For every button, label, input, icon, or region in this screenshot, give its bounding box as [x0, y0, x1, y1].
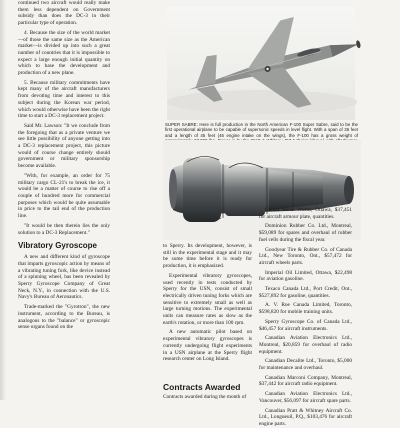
contract-item: Canadian Aviation Electronics Ltd., Vancouver, $56,097 for aircraft spare parts.	[259, 391, 352, 404]
contract-item: Canadian Marconi Company, Montreal, $37,442 for aircraft radio equipment.	[259, 374, 352, 388]
contract-item: A. V. Roe Canada Limited, Toronto, $598,820 for mobile training units.	[259, 302, 352, 316]
photo-caption: SUPER SABRE: Here is full production in the North American F-100 Super Sabre, said to be the first operational airplane to be capable of supersonic speeds in level flight. With a span of 36 feet and a length of 45 feet (46 engine intake on the wings), the F-100 has a gross weight of	[165, 122, 358, 138]
paragraph: continued two aircraft would really make them less dependent on Government subsidy than does the DC-3 in their particular type of operation.	[18, 0, 110, 27]
paragraph: "With, for example, an order for 75 military cargo CL-21's to break the ice, it would be a matter of course to rise off a couple of hundred more for commercial purposes which would be quite assumable in price to the tail end of the production line.	[18, 172, 110, 220]
contract-item: Imperial Oil Limited, Ottawa, $22,498 for aviation gasoline.	[259, 269, 352, 283]
paragraph: 4. Because the size of the world market—of those the same size as the American market—is divided up into such a great number of countries that it is impossible to expect a large enough initial quantity on which to base the development and production of a new plane.	[18, 29, 110, 77]
contract-item: Dominion Rubber Co. Ltd., Montreal, $59,089 for spares and overhaul of rubber fuel cells during the fiscal year.	[259, 223, 352, 243]
contract-item: Canadian Decalite Ltd., Toronto, $5,000 for maintenance and overhaul.	[259, 358, 352, 372]
contracts-list-column	[259, 207, 352, 427]
contract-item: Texaco Canada Ltd., Port Credit, Ont., $527,892 for gasoline, quantities.	[259, 286, 352, 299]
paragraph: A new automatic pilot based on experimental vibratory gyroscopes is currently undergoing flight experiments in a USN airplane at the Sperry flight research center on Long Island.	[163, 329, 252, 363]
paragraph: 5. Because military commitments have kept many of the aircraft manufacturers from devoting time and interest to this subject during the Korean war period, which would otherwise have been the right time to start a DC-3 replacement project.	[18, 79, 110, 120]
section-heading-contracts-awarded: Contracts Awarded	[163, 382, 241, 392]
contract-item: Sperry Gyroscope Co. of Canada Ltd., $46,457 for aircraft instruments.	[259, 318, 352, 332]
article-column-middle	[163, 243, 252, 373]
page-edge	[0, 0, 6, 400]
paragraph: Contracts awarded during the month of	[163, 394, 247, 400]
paragraph: Said Mr. Lawson: "It we conclude from the foregoing that as a private venture we see little possibility of anyone getting into a DC-3 replacement project, this picture would of course change entirely should government or military sponsorship become available.	[18, 122, 110, 170]
contract-item: Canadian Aviation Electronics Ltd., Montreal, $20,859 for overhaul of radio equipment.	[259, 335, 352, 355]
paragraph: Experimental vibratory gyroscopes, used recently in tests conducted by Sperry for the USN, consist of small electrically driven tuning forks which are sensitive to extremely small as well as large turning motions. The experimental units can measure rates as slow as the earth's rotation, or more than 100 rpm.	[163, 272, 252, 326]
section-heading-vibratory-gyroscope: Vibratory Gyroscope	[18, 241, 97, 251]
paragraph: to Sperry. Its development, however, is still in the experimental stage and it may be some time before it is ready for production, it is emphasized.	[163, 243, 252, 270]
article-column-left	[18, 0, 110, 400]
paragraph: Trade-marked the "Gyrotron", the new instrument, according to the Bureau, is analogous to the "balance" or gyroscopic sense organs found on the	[18, 304, 110, 331]
paragraph: "It would be then therein lies the only solution to a DC-3 Replacement."	[18, 222, 110, 236]
contract-item: Canadian Pratt & Whitney Aircraft Co. Ltd., Longueuil, P.Q., $103,476 for aircraft engine parts.	[259, 407, 352, 427]
contract-item: Goodyear Tire & Rubber Co. of Canada Ltd., New Toronto, Ont., $57,472 for aircraft wheels parts.	[259, 246, 352, 266]
paragraph: A new and different kind of gyroscope that imparts gyroscopic action by means of a vibrating tuning fork, like device instead of a spinning wheel, has been revealed by Sperry Gyroscope Company of Great Neck, N.Y., in connection with the U.S. Navy's Bureau of Aeronautics.	[18, 254, 110, 301]
contract-item: Gerald Metal Works, Ottawa, $37,451 for aircraft armour plate, quantities.	[259, 207, 352, 220]
super-sabre-jet-photo	[167, 7, 355, 120]
